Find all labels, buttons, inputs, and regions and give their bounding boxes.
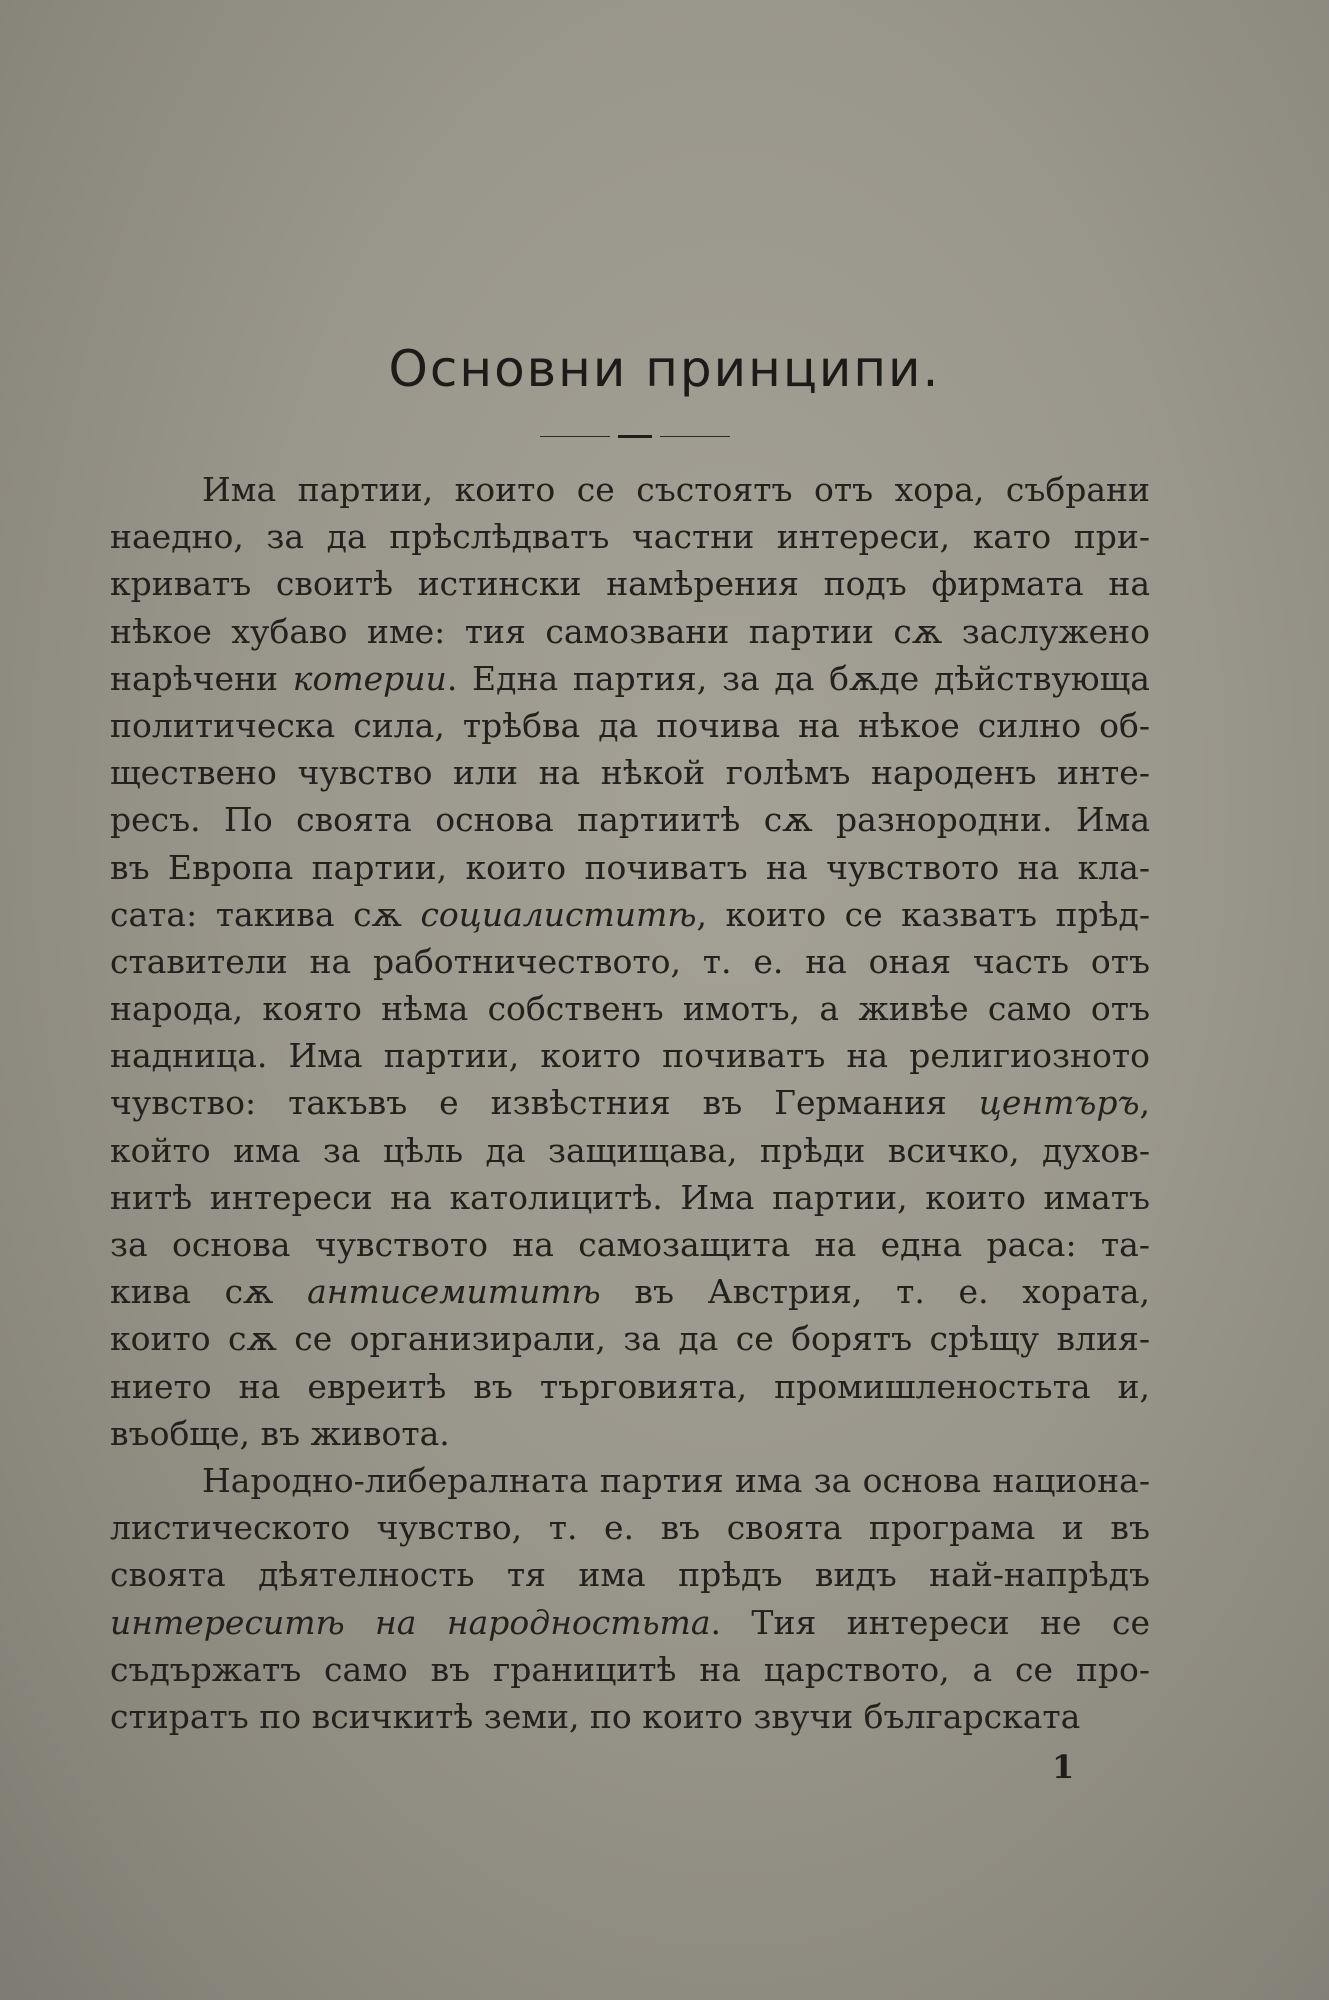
text-line <box>110 1504 1150 1551</box>
text-line <box>110 985 1150 1032</box>
text-line <box>110 844 1150 891</box>
text-run: ставители на работничеството, т. е. на оная часть отъ <box>110 941 1150 981</box>
text-run: надница. Има партии, които почиватъ на религиозното <box>110 1036 1150 1076</box>
text-line <box>110 1032 1150 1079</box>
title-ornament-rule <box>540 434 730 440</box>
ornament-dash <box>618 435 652 438</box>
text-run: листическото чувство, т. е. въ своята програма и въ <box>110 1508 1150 1548</box>
text-line <box>110 1315 1150 1362</box>
text-run: . Тия интереси не се <box>710 1602 1150 1642</box>
text-run: стиратъ по всичкитѣ земи, по които звучи българската <box>110 1696 1081 1736</box>
italic-text-run: социалиститѣ <box>420 894 697 934</box>
text-line <box>110 1079 1150 1126</box>
text-run: нѣкое хубаво име: тия самозвани партии сѫ заслужено <box>110 611 1150 651</box>
italic-text-run: антисемититѣ <box>307 1272 601 1312</box>
text-line <box>110 466 1150 513</box>
text-run: народа, която нѣма собственъ имотъ, а живѣе само отъ <box>110 989 1150 1029</box>
text-line <box>110 1174 1150 1221</box>
text-run: ществено чувство или на нѣкой голѣмъ народенъ инте- <box>110 753 1150 793</box>
text-run: . Една партия, за да бѫде дѣйствующа <box>446 658 1150 698</box>
page-number: 1 <box>1052 1748 1075 1786</box>
text-run: Народно-либералната партия има за основа национа- <box>202 1460 1150 1500</box>
text-run: нарѣчени <box>110 658 293 698</box>
body-text <box>110 466 1150 1740</box>
text-line <box>110 1127 1150 1174</box>
paragraph <box>110 466 1150 1457</box>
text-run: въ Австрия, т. е. хората, <box>600 1272 1150 1312</box>
text-run: нието на евреитѣ въ търговията, промишленостьта и, <box>110 1366 1150 1406</box>
text-line <box>110 1457 1150 1504</box>
text-run: нитѣ интереси на католицитѣ. Има партии, които иматъ <box>110 1177 1150 1217</box>
text-line <box>110 1646 1150 1693</box>
text-line <box>110 796 1150 843</box>
text-line <box>110 1268 1150 1315</box>
text-line <box>110 655 1150 702</box>
text-run: който има за цѣль да защищава, прѣди всичко, духов- <box>110 1130 1150 1170</box>
text-line <box>110 513 1150 560</box>
text-run: съдържатъ само въ границитѣ на царството, а се про- <box>110 1649 1150 1689</box>
text-line <box>110 1221 1150 1268</box>
paragraph <box>110 1457 1150 1740</box>
ornament-line-right <box>660 436 730 437</box>
italic-text-run: котерии <box>292 658 447 698</box>
text-line <box>110 1693 1150 1740</box>
ornament-line-left <box>540 436 610 437</box>
text-run: политическа сила, трѣбва да почива на нѣкое силно об- <box>110 705 1150 745</box>
text-line <box>110 1363 1150 1410</box>
text-run: които сѫ се организирали, за да се борятъ срѣщу влия- <box>110 1319 1150 1359</box>
text-run: Има партии, които се състоятъ отъ хора, събрани <box>202 470 1150 509</box>
text-run: своята дѣятелность тя има прѣдъ видъ най-напрѣдъ <box>110 1555 1150 1595</box>
text-line <box>110 1551 1150 1598</box>
text-line <box>110 1599 1150 1646</box>
text-run: криватъ своитѣ истински намѣрения подъ фирмата на <box>110 564 1150 604</box>
text-run: за основа чувството на самозащита на една раса: та- <box>110 1225 1150 1264</box>
text-run: , които се казватъ прѣд- <box>696 894 1150 934</box>
text-run: въобще, въ живота. <box>110 1413 450 1453</box>
text-run: наедно, за да прѣслѣдватъ частни интереси, като при- <box>110 517 1150 557</box>
text-line <box>110 749 1150 796</box>
text-line <box>110 891 1150 938</box>
italic-text-run: центъръ <box>978 1083 1140 1123</box>
text-line <box>110 938 1150 985</box>
text-run: кива сѫ <box>110 1272 308 1312</box>
text-line <box>110 702 1150 749</box>
text-line <box>110 560 1150 607</box>
text-line <box>110 1410 1150 1457</box>
text-run: ресъ. По своята основа партиитѣ сѫ разнородни. Има <box>110 800 1150 840</box>
text-run: , <box>1139 1083 1150 1123</box>
text-run: сата: такива сѫ <box>110 894 421 934</box>
text-line <box>110 608 1150 655</box>
text-run: въ Европа партии, които почиватъ на чувството на кла- <box>110 847 1150 887</box>
text-run: чувство: такъвъ е извѣстния въ Германия <box>110 1083 979 1123</box>
chapter-title: Основни принципи. <box>388 340 941 398</box>
italic-text-run: интереситѣ на народностьта <box>110 1602 711 1642</box>
